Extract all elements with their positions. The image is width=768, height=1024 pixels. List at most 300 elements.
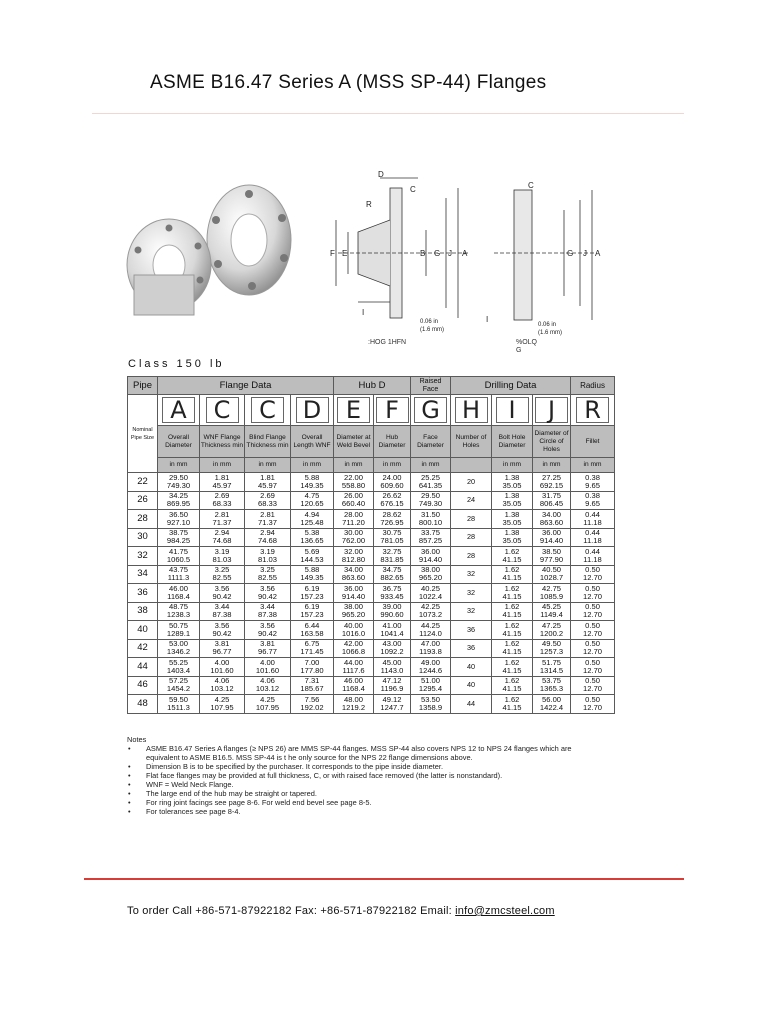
pipe-size: 40 [128,621,158,640]
cell-h: 28 [451,510,492,529]
value-in: 3.25 [214,565,230,575]
pipe-size: 22 [128,473,158,492]
value-mm: 1422.4 [539,702,564,712]
value-in: 2.94 [260,528,275,538]
column-description: Face Diameter [411,426,451,458]
value-in: 46.00 [168,583,188,593]
cell-g [411,695,451,714]
cell-c1 [200,491,245,510]
value-mm: 101.60 [210,665,234,675]
nominal-pipe-size-label: Nominal Pipe Size [128,395,158,473]
cell-c1 [200,584,245,603]
cell-i [492,658,533,677]
cell-c2 [245,528,291,547]
header-raised-face: Raised Face [411,377,451,395]
cell-j [533,658,571,677]
dimension-letter: C [251,397,284,423]
value-mm: 12.70 [583,702,603,712]
note-item: • ASME B16.47 Series A flanges (≥ NPS 26) are MMS SP-44 flanges. MSS SP-44 also covers NPS 12 to NPS 24 flanges which are equivalent to ASME B16.5. MSS SP-44 is t he only source for the NPS 22 flange dimensions above. [127,744,607,762]
value-mm: 125.48 [300,517,324,527]
cell-i [492,676,533,695]
email-link[interactable]: info@zmcsteel.com [455,905,555,917]
value-in: 1.62 [504,620,520,630]
value-in: 1.62 [504,639,520,649]
value-mm: 1028.7 [539,573,564,583]
value-in: 26.00 [344,491,364,501]
value-mm: 149.35 [300,480,324,490]
value-mm: 149.35 [300,573,324,583]
value-mm: 41.15 [502,591,522,601]
cell-e [334,584,374,603]
value-mm: 68.33 [212,499,232,509]
value-in: 2.94 [214,528,230,538]
value-in: 53.75 [542,676,562,686]
notes-list [127,744,607,816]
column-description: Hub Diameter [374,426,411,458]
value-mm: 41.15 [502,573,522,583]
letter-cell [200,395,245,426]
value-in: 5.69 [304,546,320,556]
cell-d [291,639,334,658]
notes-section [127,735,607,816]
value-mm: 12.70 [583,665,603,675]
value-in: 41.75 [168,546,188,556]
table-row [128,584,615,603]
value-in: 0.44 [585,509,600,519]
value-in: 49.12 [382,694,402,704]
value-mm: 781.05 [380,536,404,546]
cell-r [571,565,615,584]
value-in: 0.38 [585,472,600,482]
value-in: 4.25 [260,694,275,704]
table-row [128,621,615,640]
cell-h: 32 [451,565,492,584]
value-mm: 144.53 [300,554,324,564]
value-in: 59.50 [168,694,188,704]
cell-a [158,621,200,640]
value-mm: 1403.4 [166,665,191,675]
value-in: 1.81 [214,472,230,482]
value-in: 4.25 [214,694,230,704]
value-mm: 171.45 [300,647,324,657]
value-mm: 41.15 [502,702,522,712]
cell-c2 [245,510,291,529]
cell-i [492,621,533,640]
value-mm: 41.15 [502,628,522,638]
letter-cell [374,395,411,426]
cell-c2 [245,676,291,695]
cell-f [374,473,411,492]
svg-text:D: D [378,170,384,179]
value-in: 50.75 [168,620,188,630]
footer-contact [127,905,555,917]
cell-f [374,639,411,658]
value-in: 34.25 [168,491,188,501]
cell-f [374,547,411,566]
value-in: 41.00 [382,620,402,630]
header-flange-data: Flange Data [158,377,334,395]
value-in: 0.50 [585,657,600,667]
column-description: Number of Holes [451,426,492,458]
value-mm: 806.45 [539,499,564,509]
table-row [128,491,615,510]
header-hub-data: Hub D [334,377,411,395]
value-in: 27.25 [542,472,562,482]
value-in: 1.62 [504,657,520,667]
value-mm: 882.65 [380,573,404,583]
letter-cell [291,395,334,426]
value-in: 39.00 [382,602,402,612]
value-mm: 1041.4 [380,628,404,638]
column-units: in mm [374,458,411,473]
value-in: 7.56 [304,694,320,704]
value-mm: 726.95 [380,517,404,527]
value-mm: 762.00 [341,536,366,546]
cell-h: 40 [451,658,492,677]
value-in: 40.00 [344,620,364,630]
cell-r [571,621,615,640]
pipe-size: 48 [128,695,158,714]
value-mm: 749.30 [166,480,191,490]
value-in: 5.88 [304,472,320,482]
value-in: 42.75 [542,583,562,593]
letter-cell [334,395,374,426]
column-description: Overall Length WNF [291,426,334,458]
value-mm: 977.90 [539,554,564,564]
value-mm: 41.15 [502,647,522,657]
value-in: 34.00 [542,509,562,519]
cell-e [334,639,374,658]
cell-j [533,565,571,584]
cell-c2 [245,639,291,658]
cell-r [571,639,615,658]
value-mm: 1247.7 [380,702,404,712]
column-units: in mm [158,458,200,473]
value-mm: 71.37 [257,517,277,527]
value-mm: 9.65 [585,480,600,490]
value-mm: 68.33 [257,499,277,509]
value-mm: 12.70 [583,628,603,638]
value-mm: 857.25 [418,536,443,546]
cell-g [411,639,451,658]
dimension-letter: H [455,397,488,423]
notes-heading: Notes [127,735,147,744]
value-in: 33.75 [421,528,441,538]
value-mm: 1193.8 [419,647,442,657]
cell-c2 [245,473,291,492]
table-row [128,676,615,695]
value-mm: 71.37 [212,517,232,527]
value-in: 36.00 [542,528,562,538]
value-mm: 35.05 [502,480,522,490]
cell-r [571,528,615,547]
value-in: 0.44 [585,528,600,538]
cell-d [291,547,334,566]
cell-g [411,510,451,529]
svg-text:C: C [410,185,416,194]
value-in: 3.19 [260,546,275,556]
cell-g [411,621,451,640]
value-in: 42.25 [421,602,441,612]
column-description: Diameter of Circle of Holes [533,426,571,458]
cell-f [374,584,411,603]
cell-i [492,565,533,584]
table-row [128,510,615,529]
value-in: 34.75 [382,565,402,575]
value-in: 48.00 [344,694,364,704]
value-mm: 12.70 [583,573,603,583]
value-mm: 11.18 [583,554,602,564]
blind-flange-drawing [484,180,604,340]
value-in: 3.56 [214,583,230,593]
value-in: 38.50 [542,546,562,556]
value-in: 2.81 [260,509,275,519]
cell-i [492,473,533,492]
cell-j [533,584,571,603]
cell-j [533,491,571,510]
letter-cell [245,395,291,426]
cell-e [334,695,374,714]
value-in: 24.00 [382,472,402,482]
column-description: Diameter at Weld Bevel [334,426,374,458]
cell-a [158,547,200,566]
letter-cell [158,395,200,426]
value-mm: 157.23 [300,591,324,601]
cell-h: 32 [451,602,492,621]
svg-text:I: I [486,315,489,324]
table-row [128,565,615,584]
cell-f [374,491,411,510]
dimension-letter: R [576,397,609,423]
column-description: WNF Flange Thickness min [200,426,245,458]
value-in: 28.00 [344,509,364,519]
svg-text:C: C [528,181,534,190]
cell-j [533,528,571,547]
value-in: 6.19 [304,602,320,612]
cell-h: 36 [451,639,492,658]
value-mm: 927.10 [166,517,191,527]
column-units: in mm [411,458,451,473]
cell-g [411,584,451,603]
column-units: in mm [492,458,533,473]
value-mm: 984.25 [166,536,191,546]
header-pipe: Pipe [128,377,158,395]
page-title: ASME B16.47 Series A (MSS SP-44) Flanges [150,72,547,93]
column-units: in mm [533,458,571,473]
value-mm: 41.15 [502,610,522,620]
letter-cell [533,395,571,426]
value-mm: 9.65 [585,499,600,509]
table-row [128,473,615,492]
pipe-size: 30 [128,528,158,547]
cell-a [158,565,200,584]
value-in: 3.19 [214,546,230,556]
cell-i [492,584,533,603]
cell-g [411,473,451,492]
value-in: 5.38 [304,528,320,538]
cell-d [291,602,334,621]
weld-neck-flange-drawing [318,170,488,340]
table-row [128,528,615,547]
column-units: in mm [291,458,334,473]
cell-e [334,602,374,621]
cell-c2 [245,565,291,584]
cell-a [158,473,200,492]
value-mm: 1238.3 [166,610,191,620]
value-mm: 863.60 [341,573,366,583]
header-radius: Radius [571,377,615,395]
top-divider [92,113,684,114]
value-in: 45.00 [382,657,402,667]
cell-c1 [200,510,245,529]
cell-c1 [200,547,245,566]
cell-a [158,695,200,714]
value-in: 38.00 [421,565,441,575]
value-mm: 558.80 [341,480,366,490]
value-mm: 990.60 [380,610,404,620]
cell-g [411,491,451,510]
cell-d [291,473,334,492]
value-in: 36.75 [382,583,402,593]
flange-photo [124,180,294,330]
value-in: 4.06 [214,676,230,686]
value-mm: 82.55 [212,573,232,583]
svg-text:J: J [583,249,587,258]
value-mm: 965.20 [418,573,443,583]
note-item: • For tolerances see page 8-4. [127,807,607,816]
cell-j [533,602,571,621]
value-mm: 82.55 [257,573,277,583]
value-in: 4.00 [214,657,230,667]
dimension-letter: A [162,397,195,423]
value-in: 2.69 [214,491,230,501]
svg-text:I: I [362,308,365,317]
value-mm: 965.20 [341,610,366,620]
value-in: 0.44 [585,546,600,556]
column-units: in mm [200,458,245,473]
cell-i [492,547,533,566]
value-in: 30.00 [344,528,364,538]
value-mm: 831.85 [380,554,404,564]
column-units: in mm [245,458,291,473]
column-description: Bolt Hole Diameter [492,426,533,458]
table-row [128,547,615,566]
cell-j [533,473,571,492]
cell-a [158,676,200,695]
dimension-letter: D [296,397,329,423]
column-description: Blind Flange Thickness min [245,426,291,458]
svg-text:A: A [462,249,468,258]
value-in: 2.69 [260,491,275,501]
value-in: 49.50 [542,639,562,649]
value-in: 3.81 [260,639,275,649]
value-in: 7.00 [304,657,320,667]
value-mm: 812.80 [341,554,366,564]
cell-a [158,658,200,677]
value-in: 1.81 [260,472,275,482]
value-in: 1.62 [504,602,520,612]
value-mm: 660.40 [341,499,366,509]
value-in: 3.56 [260,620,275,630]
value-mm: 1066.8 [341,647,366,657]
value-mm: 192.02 [300,702,324,712]
svg-text:G: G [434,249,441,258]
cell-j [533,639,571,658]
value-in: 2.81 [214,509,230,519]
value-in: 3.56 [260,583,275,593]
value-mm: 103.12 [210,684,234,694]
value-mm: 1022.4 [418,591,443,601]
cell-e [334,473,374,492]
cell-c1 [200,602,245,621]
value-mm: 163.58 [300,628,324,638]
value-mm: 869.95 [166,499,191,509]
dimension-letter: J [535,397,568,423]
column-description: Overall Diameter [158,426,200,458]
value-in: 36.00 [421,546,441,556]
value-in: 38.00 [344,602,364,612]
header-drilling-data: Drilling Data [451,377,571,395]
cell-c1 [200,528,245,547]
value-mm: 107.95 [210,702,234,712]
value-mm: 641.35 [418,480,443,490]
cell-e [334,676,374,695]
cell-d [291,584,334,603]
value-in: 28.62 [382,509,402,519]
value-mm: 12.70 [583,610,603,620]
value-in: 55.25 [168,657,188,667]
cell-h: 40 [451,676,492,695]
value-mm: 1257.3 [539,647,564,657]
cell-c1 [200,473,245,492]
letter-cell [492,395,533,426]
pipe-size: 34 [128,565,158,584]
cell-r [571,602,615,621]
cell-r [571,510,615,529]
cell-a [158,528,200,547]
value-mm: 81.03 [257,554,277,564]
cell-i [492,510,533,529]
value-in: 0.50 [585,639,600,649]
cell-i [492,491,533,510]
value-mm: 749.30 [418,499,443,509]
value-in: 47.00 [421,639,441,649]
value-in: 29.50 [421,491,441,501]
value-mm: 81.03 [212,554,232,564]
drawing1-caption: :HOG 1HFN [368,339,407,346]
dimension-letter: I [496,397,529,423]
value-mm: 1365.3 [539,684,564,694]
value-in: 1.38 [504,509,520,519]
footer-text: To order Call +86-571-87922182 Fax: +86-571-87922182 Email: [127,905,456,917]
letter-cell [451,395,492,426]
cell-e [334,658,374,677]
cell-e [334,528,374,547]
value-in: 6.44 [304,620,320,630]
cell-e [334,510,374,529]
value-in: 31.75 [542,491,562,501]
cell-g [411,676,451,695]
value-mm: 1168.4 [167,591,190,601]
svg-text:(1.6 mm): (1.6 mm) [420,327,444,333]
svg-text:0.06 in: 0.06 in [420,319,439,325]
pipe-size: 26 [128,491,158,510]
pipe-size: 38 [128,602,158,621]
cell-i [492,528,533,547]
cell-h: 28 [451,528,492,547]
description-row [128,426,615,458]
value-in: 7.31 [304,676,320,686]
